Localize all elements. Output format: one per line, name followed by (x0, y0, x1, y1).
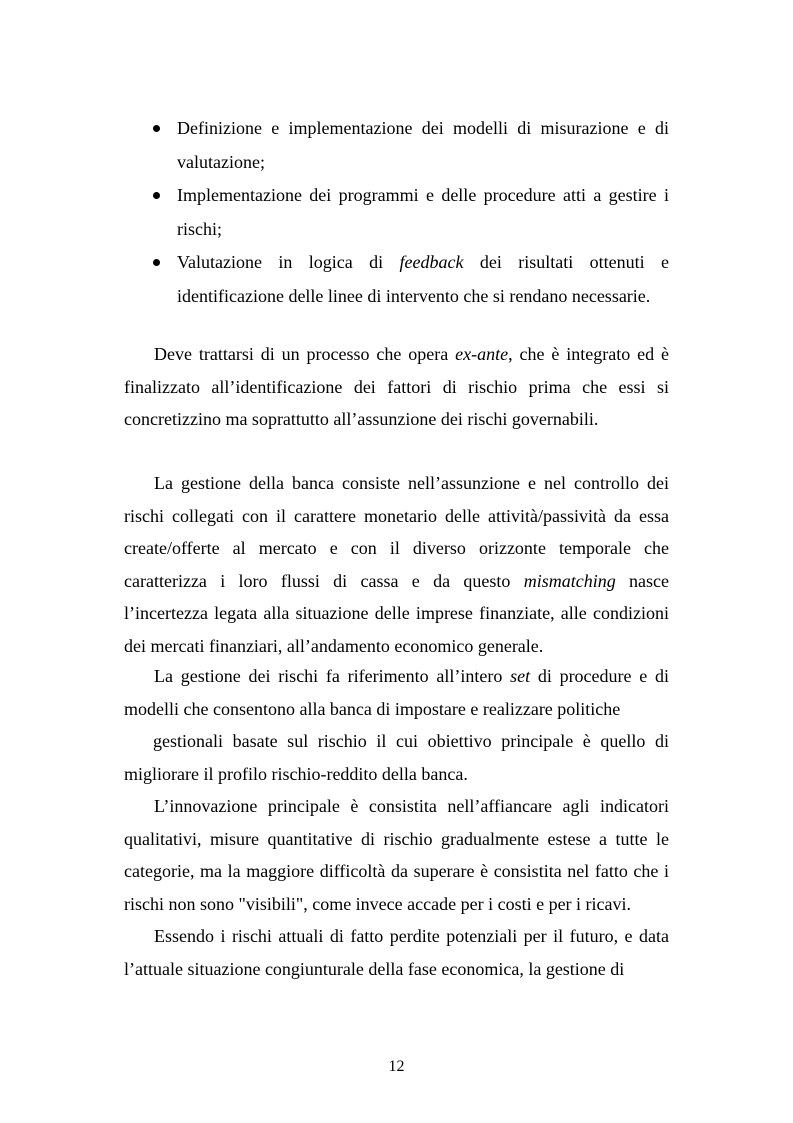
paragraph-text-before: La gestione della banca consiste nell’assunzione e nel controllo dei rischi collegati con il carattere monetario delle attività/passività da essa create/offerte al mercato e con il diverso orizzonte temporale che caratterizza i loro flussi di cassa e da questo (124, 473, 669, 591)
paragraph-emphasis: set (510, 666, 531, 686)
bullet-item-1 (151, 112, 669, 179)
paragraph-gestione-rischi (124, 660, 669, 725)
paragraph-text: gestionali basate sul rischio il cui obiettivo principale è quello di migliorare il profilo rischio-reddito della banca. (124, 731, 669, 784)
paragraph-text-after: , che è integrato ed è finalizzato all’identificazione dei fattori di rischio prima che essi si concretizzino ma soprattutto all’assunzione dei rischi governabili. (124, 344, 669, 429)
paragraph-text-after: di procedure e di modelli che consentono alla banca di impostare e realizzare politiche (124, 666, 669, 719)
paragraph-text-before: La gestione dei rischi fa riferimento all’intero (154, 666, 511, 686)
paragraph-text: Essendo i rischi attuali di fatto perdite potenziali per il futuro, e data l’attuale situazione congiunturale della fase economica, la gestione di (124, 926, 669, 979)
bullet-item-3 (151, 246, 669, 313)
paragraph-emphasis: mismatching (523, 570, 616, 591)
bullet-text-after: dei risultati ottenuti e identificazione delle linee di intervento che si rendano necessarie. (177, 252, 670, 306)
bullet-text-before: Valutazione in logica di (177, 252, 400, 272)
bullet-item-2 (151, 179, 669, 246)
paragraph-emphasis: ex-ante (455, 344, 509, 364)
paragraph-text-before: Deve trattarsi di un processo che opera (154, 344, 456, 364)
bullet-dot-icon (153, 125, 160, 132)
paragraph-text: L’innovazione principale è consistita nell’affiancare agli indicatori qualitativi, misure quantitative di rischio gradualmente estese a tutte le categorie, ma la maggiore difficoltà da superare è consistita nel fatto che i rischi non sono "visibili", come invece accade per i costi e per i ricavi. (124, 796, 669, 914)
bullet-text: Definizione e implementazione dei modelli di misurazione e di valutazione; (177, 118, 669, 172)
bullet-text-emphasis: feedback (399, 252, 464, 272)
paragraph-ex-ante (124, 338, 669, 436)
paragraph-innovazione (124, 790, 669, 920)
paragraph-text-after: nasce l’incertezza legata alla situazione delle imprese finanziate, alle condizioni dei mercati finanziari, all’andamento economico generale. (124, 570, 669, 656)
bullet-dot-icon (153, 192, 160, 199)
bullet-dot-icon (153, 259, 160, 266)
paragraph-gestione-banca (124, 467, 669, 662)
page-number: 12 (388, 1058, 405, 1075)
bullet-text: Implementazione dei programmi e delle procedure atti a gestire i rischi; (177, 185, 669, 239)
paragraph-gestionali (124, 725, 669, 790)
bullet-list (151, 112, 669, 313)
paragraph-rischi-attuali (124, 920, 669, 985)
